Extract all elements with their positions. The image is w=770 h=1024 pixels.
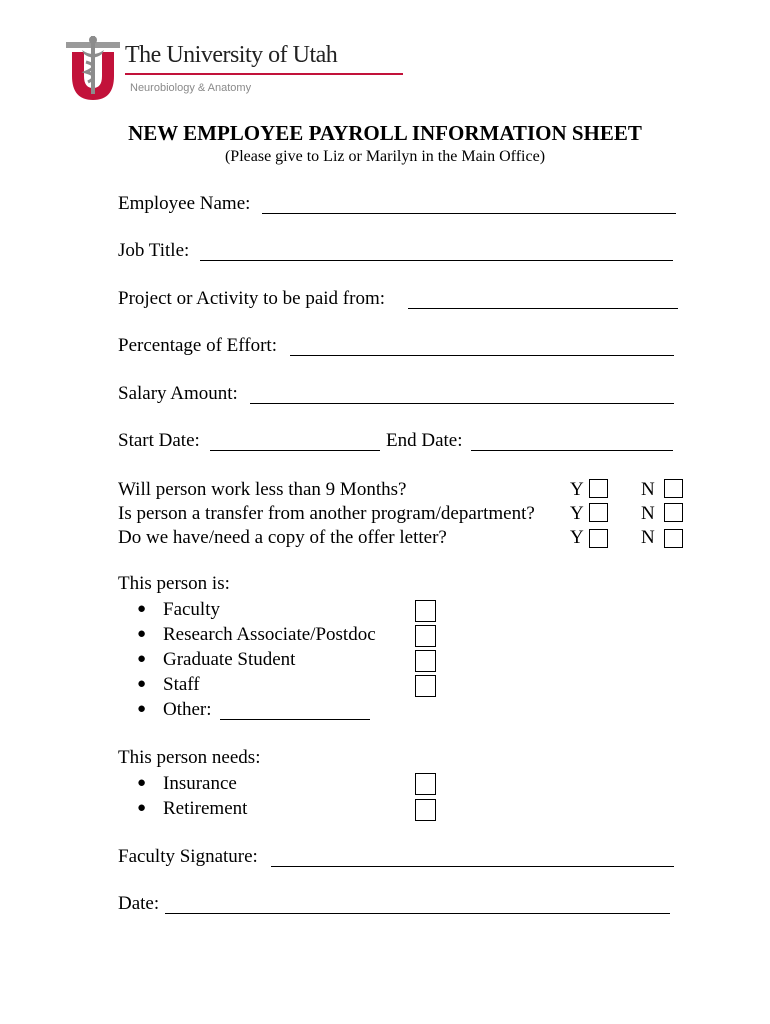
question-3: Do we have/need a copy of the offer letter? — [118, 527, 447, 548]
date-field[interactable] — [165, 913, 670, 914]
q2-no-checkbox[interactable] — [664, 503, 683, 522]
other-field[interactable] — [220, 719, 370, 720]
caduceus-u-icon — [64, 36, 122, 102]
bullet-icon: ● — [137, 775, 147, 791]
signature-label: Faculty Signature: — [118, 846, 258, 867]
bullet-icon: ● — [137, 601, 147, 617]
effort-label: Percentage of Effort: — [118, 335, 277, 356]
graduate-student-checkbox[interactable] — [415, 650, 436, 672]
option-research-associate: Research Associate/Postdoc — [163, 624, 376, 645]
employee-name-field[interactable] — [262, 213, 676, 214]
option-staff: Staff — [163, 674, 200, 695]
research-associate-checkbox[interactable] — [415, 625, 436, 647]
logo-divider — [125, 73, 403, 75]
no-label: N — [641, 479, 655, 500]
bullet-icon: ● — [137, 651, 147, 667]
no-label: N — [641, 527, 655, 548]
person-is-heading: This person is: — [118, 573, 230, 594]
yes-label: Y — [570, 503, 584, 524]
no-label: N — [641, 503, 655, 524]
university-logo — [64, 36, 354, 102]
q2-yes-checkbox[interactable] — [589, 503, 608, 522]
yes-label: Y — [570, 479, 584, 500]
salary-label: Salary Amount: — [118, 383, 238, 404]
signature-field[interactable] — [271, 866, 674, 867]
option-other: Other: — [163, 699, 212, 720]
q1-no-checkbox[interactable] — [664, 479, 683, 498]
q3-no-checkbox[interactable] — [664, 529, 683, 548]
option-faculty: Faculty — [163, 599, 220, 620]
project-label: Project or Activity to be paid from: — [118, 288, 386, 309]
job-title-field[interactable] — [200, 260, 673, 261]
staff-checkbox[interactable] — [415, 675, 436, 697]
start-date-label: Start Date: — [118, 430, 200, 451]
end-date-field[interactable] — [471, 450, 673, 451]
option-insurance: Insurance — [163, 773, 237, 794]
insurance-checkbox[interactable] — [415, 773, 436, 795]
end-date-label: End Date: — [386, 430, 463, 451]
department-name: Neurobiology & Anatomy — [130, 82, 252, 94]
start-date-field[interactable] — [210, 450, 380, 451]
person-needs-heading: This person needs: — [118, 747, 261, 768]
salary-field[interactable] — [250, 403, 674, 404]
q3-yes-checkbox[interactable] — [589, 529, 608, 548]
bullet-icon: ● — [137, 800, 147, 816]
option-retirement: Retirement — [163, 798, 248, 819]
q1-yes-checkbox[interactable] — [589, 479, 608, 498]
page-subtitle: (Please give to Liz or Marilyn in the Main Office) — [224, 148, 546, 165]
bullet-icon: ● — [137, 701, 147, 717]
date-label: Date: — [118, 893, 160, 914]
question-2: Is person a transfer from another program/department? — [118, 503, 535, 524]
retirement-checkbox[interactable] — [415, 799, 436, 821]
question-1: Will person work less than 9 Months? — [118, 479, 407, 500]
page-title: NEW EMPLOYEE PAYROLL INFORMATION SHEET — [128, 121, 642, 145]
project-field[interactable] — [408, 308, 678, 309]
job-title-label: Job Title: — [118, 240, 190, 261]
bullet-icon: ● — [137, 626, 147, 642]
faculty-checkbox[interactable] — [415, 600, 436, 622]
yes-label: Y — [570, 527, 584, 548]
option-graduate-student: Graduate Student — [163, 649, 296, 670]
effort-field[interactable] — [290, 355, 674, 356]
employee-name-label: Employee Name: — [118, 193, 251, 214]
bullet-icon: ● — [137, 676, 147, 692]
university-name: The University of Utah — [125, 42, 338, 68]
